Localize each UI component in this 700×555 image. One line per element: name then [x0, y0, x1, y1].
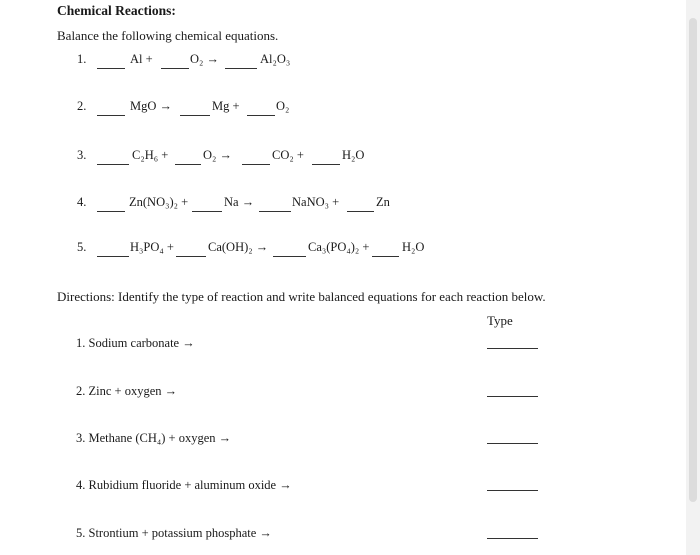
coefficient-blank — [161, 68, 189, 69]
coefficient-blank — [97, 164, 129, 165]
type-answer-blank — [487, 396, 538, 397]
coefficient-blank — [180, 115, 210, 116]
coefficient-blank — [97, 256, 129, 257]
coefficient-blank — [97, 68, 125, 69]
equation-term: Ca₃(PO₄)₂ + — [308, 240, 370, 254]
coefficient-blank — [372, 256, 399, 257]
coefficient-blank — [97, 211, 125, 212]
equation-term: Ca(OH)₂ → — [208, 240, 269, 254]
equation-number: 3. — [77, 148, 87, 162]
type-answer-blank — [487, 443, 538, 444]
reaction-item: 3. Methane (CH₄) + oxygen → — [76, 431, 232, 445]
balance-instruction: Balance the following chemical equations. — [57, 28, 279, 43]
coefficient-blank — [175, 164, 201, 165]
equation-term: Zn — [376, 195, 390, 209]
equation-term: H₂O — [402, 240, 425, 254]
coefficient-blank — [259, 211, 291, 212]
equation-term: H₃PO₄ + — [130, 240, 174, 254]
reaction-item: 2. Zinc + oxygen → — [76, 384, 178, 398]
equation-term: O₂ — [276, 99, 290, 113]
equation-term: CO₂ + — [272, 148, 304, 162]
reaction-item: 5. Strontium + potassium phosphate → — [76, 526, 272, 540]
coefficient-blank — [176, 256, 206, 257]
directions-text: Directions: Identify the type of reaction and write balanced equations for each reaction below. — [57, 289, 546, 304]
type-answer-blank — [487, 490, 538, 491]
type-answer-blank — [487, 538, 538, 539]
equation-number: 5. — [77, 240, 87, 254]
equation-term: O₂ → — [203, 148, 233, 162]
equation-term: H₂O — [342, 148, 365, 162]
coefficient-blank — [242, 164, 270, 165]
coefficient-blank — [273, 256, 306, 257]
equation-term: MgO → — [130, 99, 173, 113]
reaction-item: 1. Sodium carbonate → — [76, 336, 195, 350]
equation-term: NaNO₃ + — [292, 195, 340, 209]
type-column-header: Type — [487, 313, 513, 328]
equation-term: Na → — [224, 195, 255, 209]
coefficient-blank — [247, 115, 275, 116]
worksheet-title: Chemical Reactions: — [57, 3, 176, 18]
equation-number: 4. — [77, 195, 87, 209]
coefficient-blank — [192, 211, 222, 212]
scrollbar-thumb[interactable] — [689, 18, 697, 502]
equation-term: Al₂O₃ — [260, 52, 291, 66]
equation-term: O₂ → — [190, 52, 220, 66]
equation-term: Al + — [130, 52, 153, 66]
equation-term: Zn(NO₃)₂ + — [129, 195, 189, 209]
coefficient-blank — [347, 211, 374, 212]
reaction-item: 4. Rubidium fluoride + aluminum oxide → — [76, 478, 292, 492]
coefficient-blank — [97, 115, 125, 116]
equation-term: Mg + — [212, 99, 240, 113]
coefficient-blank — [225, 68, 257, 69]
coefficient-blank — [312, 164, 340, 165]
equation-term: C₂H₆ + — [132, 148, 169, 162]
type-answer-blank — [487, 348, 538, 349]
equation-number: 1. — [77, 52, 87, 66]
equation-number: 2. — [77, 99, 87, 113]
